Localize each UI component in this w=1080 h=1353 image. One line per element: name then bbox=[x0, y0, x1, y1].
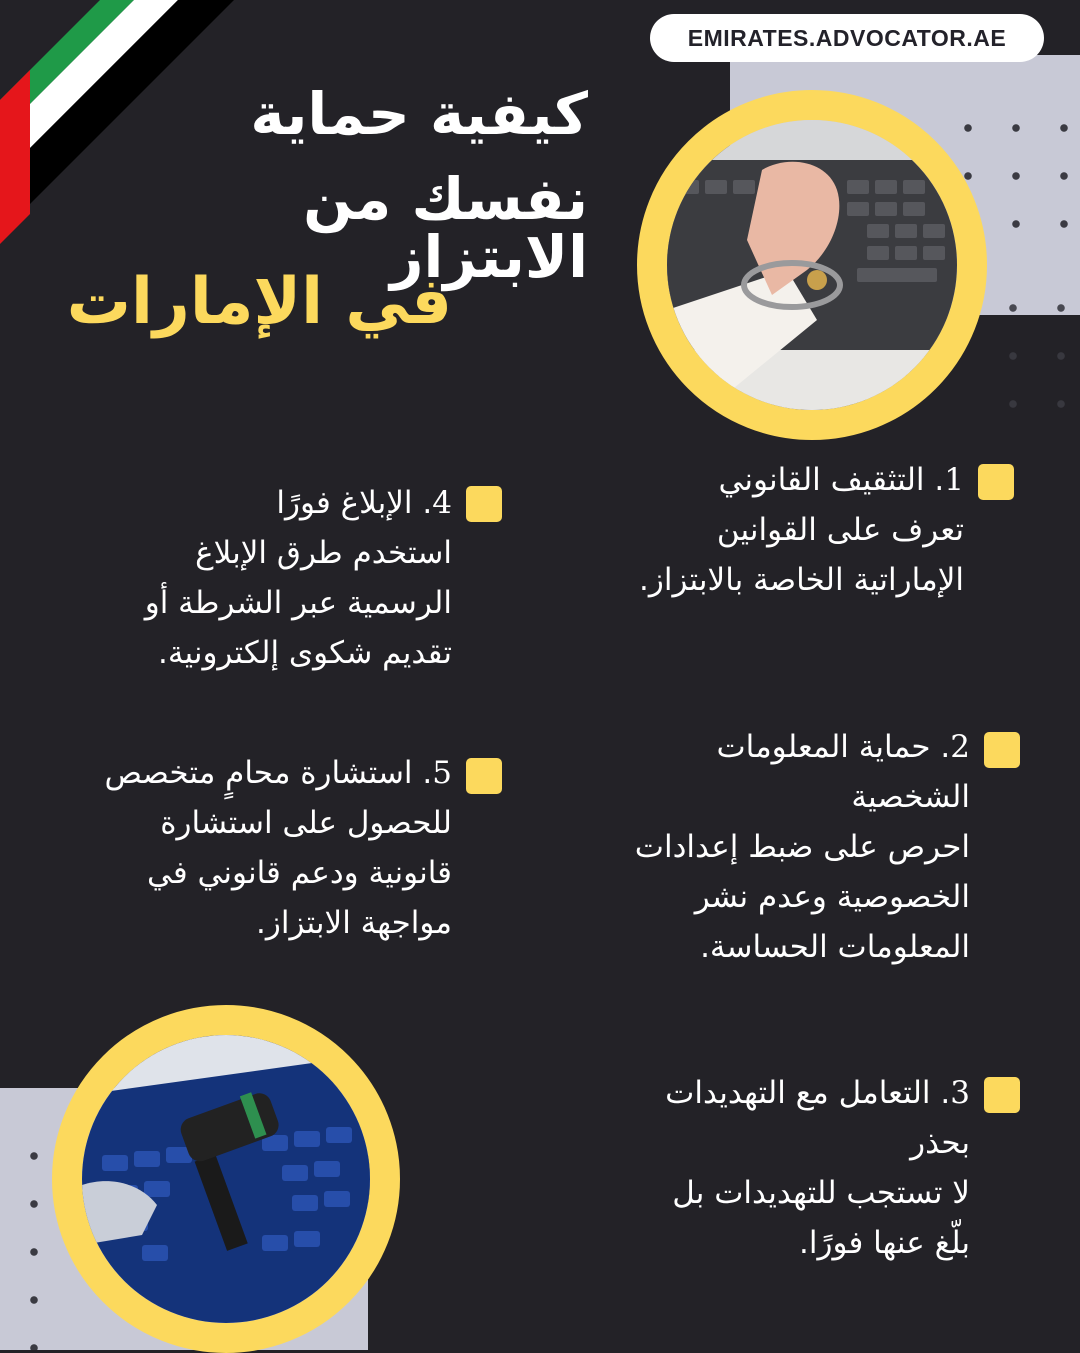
section-5-body-3: مواجهة الابتزاز. bbox=[256, 905, 452, 941]
section-2-heading: 2. حماية المعلومات bbox=[716, 729, 970, 765]
gavel-on-keyboard-icon bbox=[82, 1035, 370, 1323]
section-2-body-1: احرص على ضبط إعدادات bbox=[634, 829, 970, 865]
section-4-body-1: استخدم طرق الإبلاغ bbox=[195, 535, 452, 571]
bullet-1 bbox=[978, 464, 1014, 500]
section-handle-threats bbox=[560, 1068, 970, 1268]
title-line-1: كيفية حماية bbox=[250, 80, 588, 148]
section-4-heading: 4. الإبلاغ فورًا bbox=[276, 485, 452, 521]
section-2-body-3: المعلومات الحساسة. bbox=[700, 929, 970, 965]
section-2-body-2: الخصوصية وعدم نشر bbox=[694, 879, 970, 915]
top-photo-circle bbox=[637, 90, 987, 440]
section-5-heading: 5. استشارة محامٍ متخصص bbox=[104, 755, 452, 791]
bullet-3 bbox=[984, 1077, 1020, 1113]
bullet-5 bbox=[466, 758, 502, 794]
section-1-heading: 1. التثقيف القانوني bbox=[718, 462, 964, 498]
bullet-4 bbox=[466, 486, 502, 522]
section-consult-lawyer bbox=[40, 748, 452, 948]
right-dot-pattern bbox=[985, 280, 1080, 430]
section-1-body-2: الإماراتية الخاصة بالابتزاز. bbox=[639, 562, 964, 598]
section-5-body-1: للحصول على استشارة bbox=[160, 805, 452, 841]
section-1-body-1: تعرف على القوانين bbox=[716, 512, 964, 548]
section-3-body-2: بلّغ عنها فورًا. bbox=[799, 1225, 970, 1261]
section-legal-education bbox=[560, 455, 964, 605]
section-protect-personal-info bbox=[560, 722, 970, 972]
section-2-heading-2: الشخصية bbox=[851, 779, 970, 815]
title-line-3: في الإمارات bbox=[66, 265, 452, 339]
website-badge: EMIRATES.ADVOCATOR.AE bbox=[650, 14, 1044, 62]
section-4-body-3: تقديم شكوى إلكترونية. bbox=[158, 635, 452, 671]
section-3-body-1: لا تستجب للتهديدات بل bbox=[672, 1175, 970, 1211]
section-5-body-2: قانونية ودعم قانوني في bbox=[146, 855, 452, 891]
section-4-body-2: الرسمية عبر الشرطة أو bbox=[144, 585, 452, 621]
bullet-2 bbox=[984, 732, 1020, 768]
section-3-heading: 3. التعامل مع التهديدات bbox=[665, 1075, 970, 1111]
bottom-photo-circle bbox=[52, 1005, 400, 1353]
bottom-dot-pattern bbox=[0, 1128, 60, 1350]
title-line-2: نفسك من الابتزاز bbox=[303, 165, 588, 291]
section-3-heading-2: بحذر bbox=[910, 1125, 970, 1161]
section-report-immediately bbox=[40, 478, 452, 678]
handcuffed-hand-icon bbox=[667, 120, 957, 410]
